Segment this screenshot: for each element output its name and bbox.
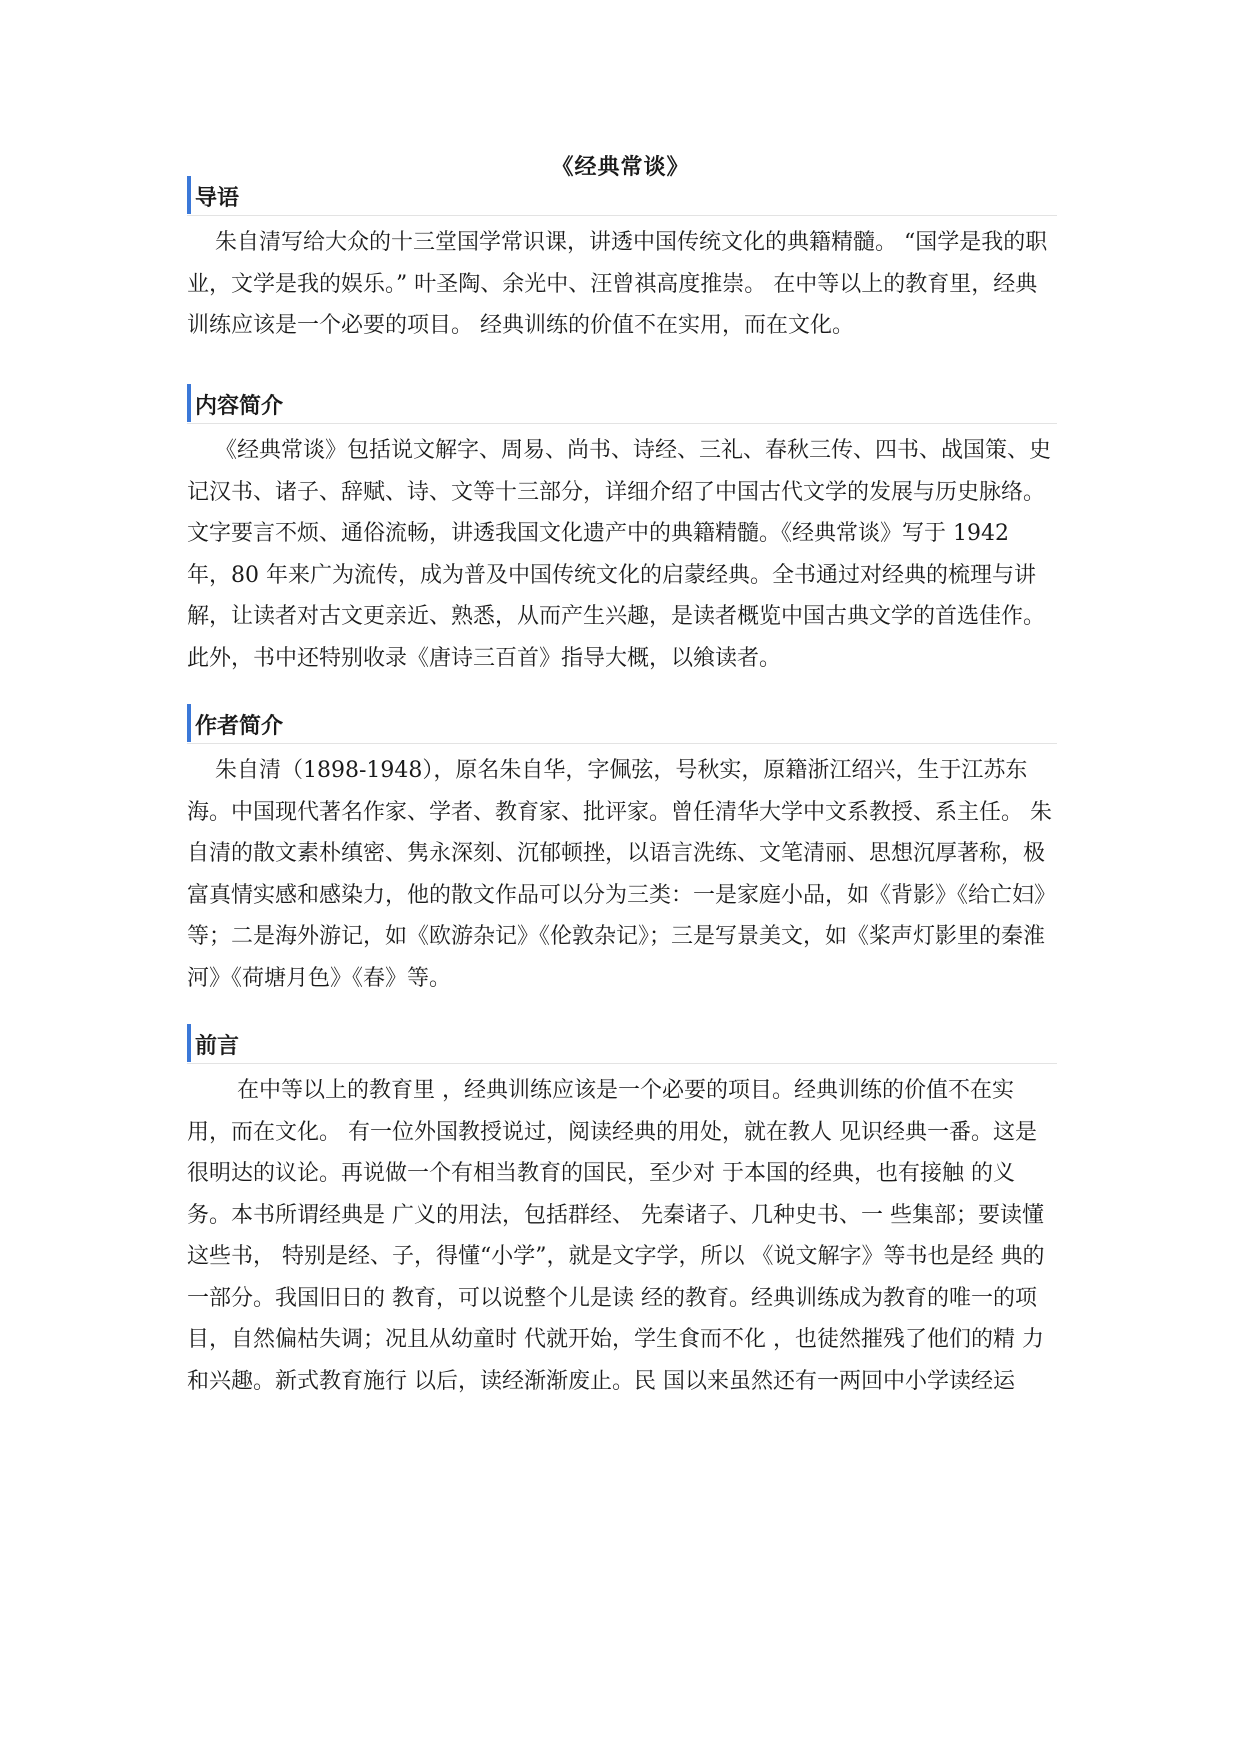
document-title: 《经典常谈》 (551, 155, 690, 180)
section-heading (187, 380, 1057, 424)
section-heading (187, 1020, 1057, 1064)
heading-accent-bar (187, 384, 191, 422)
section-content-summary (187, 380, 1057, 679)
section-heading-text: 导语 (195, 186, 240, 211)
heading-accent-bar (187, 704, 191, 742)
section-heading (187, 700, 1057, 744)
section-heading-text: 内容简介 (195, 394, 284, 419)
section-intro (187, 172, 1057, 347)
section-paragraph: 朱自清（1898-1948），原名朱自华，字佩弦，号秋实，原籍浙江绍兴，生于江苏东海。中国现代著名作家、学者、教育家、批评家。曾任清华大学中文系教授、系主任。 朱自清的散文素朴缜密、隽永深刻、沉郁顿挫，以语言洗练、文笔清丽、思想沉厚著称，极富真情实感和感染力，他的散文作品可以分为三类：一是家庭小品，如《背影》《给亡妇》等；二是海外游记，如《欧游杂记》《伦敦杂记》；三是写景美文，如《桨声灯影里的秦淮河》《荷塘月色》《春》等。 (187, 758, 1057, 991)
section-paragraph: 在中等以上的教育里 ，经典训练应该是一个必要的项目。经典训练的价值不在实用，而在文化。 有一位外国教授说过，阅读经典的用处，就在教人 见识经典一番。这是很明达的议论。再说做一个有相当教育的国民，至少对 于本国的经典，也有接触 的义务。本书所谓经典是 广义的用法，包括群经、 先秦诸子、几种史书、一 些集部；要读懂这些书， 特别是经、子，得懂“小学”，就是文字学，所以 《说文解字》等书也是经 典的一部分。我国旧日的 教育，可以说整个儿是读 经的教育。经典训练成为教育的唯一的项目，自然偏枯失调；况且从幼童时 代就开始，学生食而不化 ，也徒然摧残了他们的精 力和兴趣。新式教育施行 以后，读经渐渐废止。民 国以来虽然还有一两回中小学读经运 (187, 1078, 1045, 1394)
section-heading (187, 172, 1057, 216)
heading-accent-bar (187, 176, 191, 214)
section-author-bio (187, 700, 1057, 999)
section-preface (187, 1020, 1057, 1402)
section-paragraph: 《经典常谈》包括说文解字、周易、尚书、诗经、三礼、春秋三传、四书、战国策、史记汉书、诸子、辞赋、诗、文等十三部分，详细介绍了中国古代文学的发展与历史脉络。文字要言不烦、通俗流畅，讲透我国文化遗产中的典籍精髓。《经典常谈》写于 1942 年，80 年来广为流传，成为普及中国传统文化的启蒙经典。全书通过对经典的梳理与讲解，让读者对古文更亲近、熟悉，从而产生兴趣，是读者概览中国古典文学的首选佳作。此外，书中还特别收录《唐诗三百首》指导大概，以飨读者。 (187, 438, 1052, 671)
section-heading-text: 作者简介 (195, 714, 284, 739)
section-paragraph: 朱自清写给大众的十三堂国学常识课，讲透中国传统文化的典籍精髓。 “国学是我的职业，文学是我的娱乐。” 叶圣陶、余光中、汪曾祺高度推崇。 在中等以上的教育里，经典训练应该是一个必要的项目。 经典训练的价值不在实用，而在文化。 (187, 230, 1048, 338)
heading-accent-bar (187, 1024, 191, 1062)
section-heading-text: 前言 (195, 1034, 240, 1059)
